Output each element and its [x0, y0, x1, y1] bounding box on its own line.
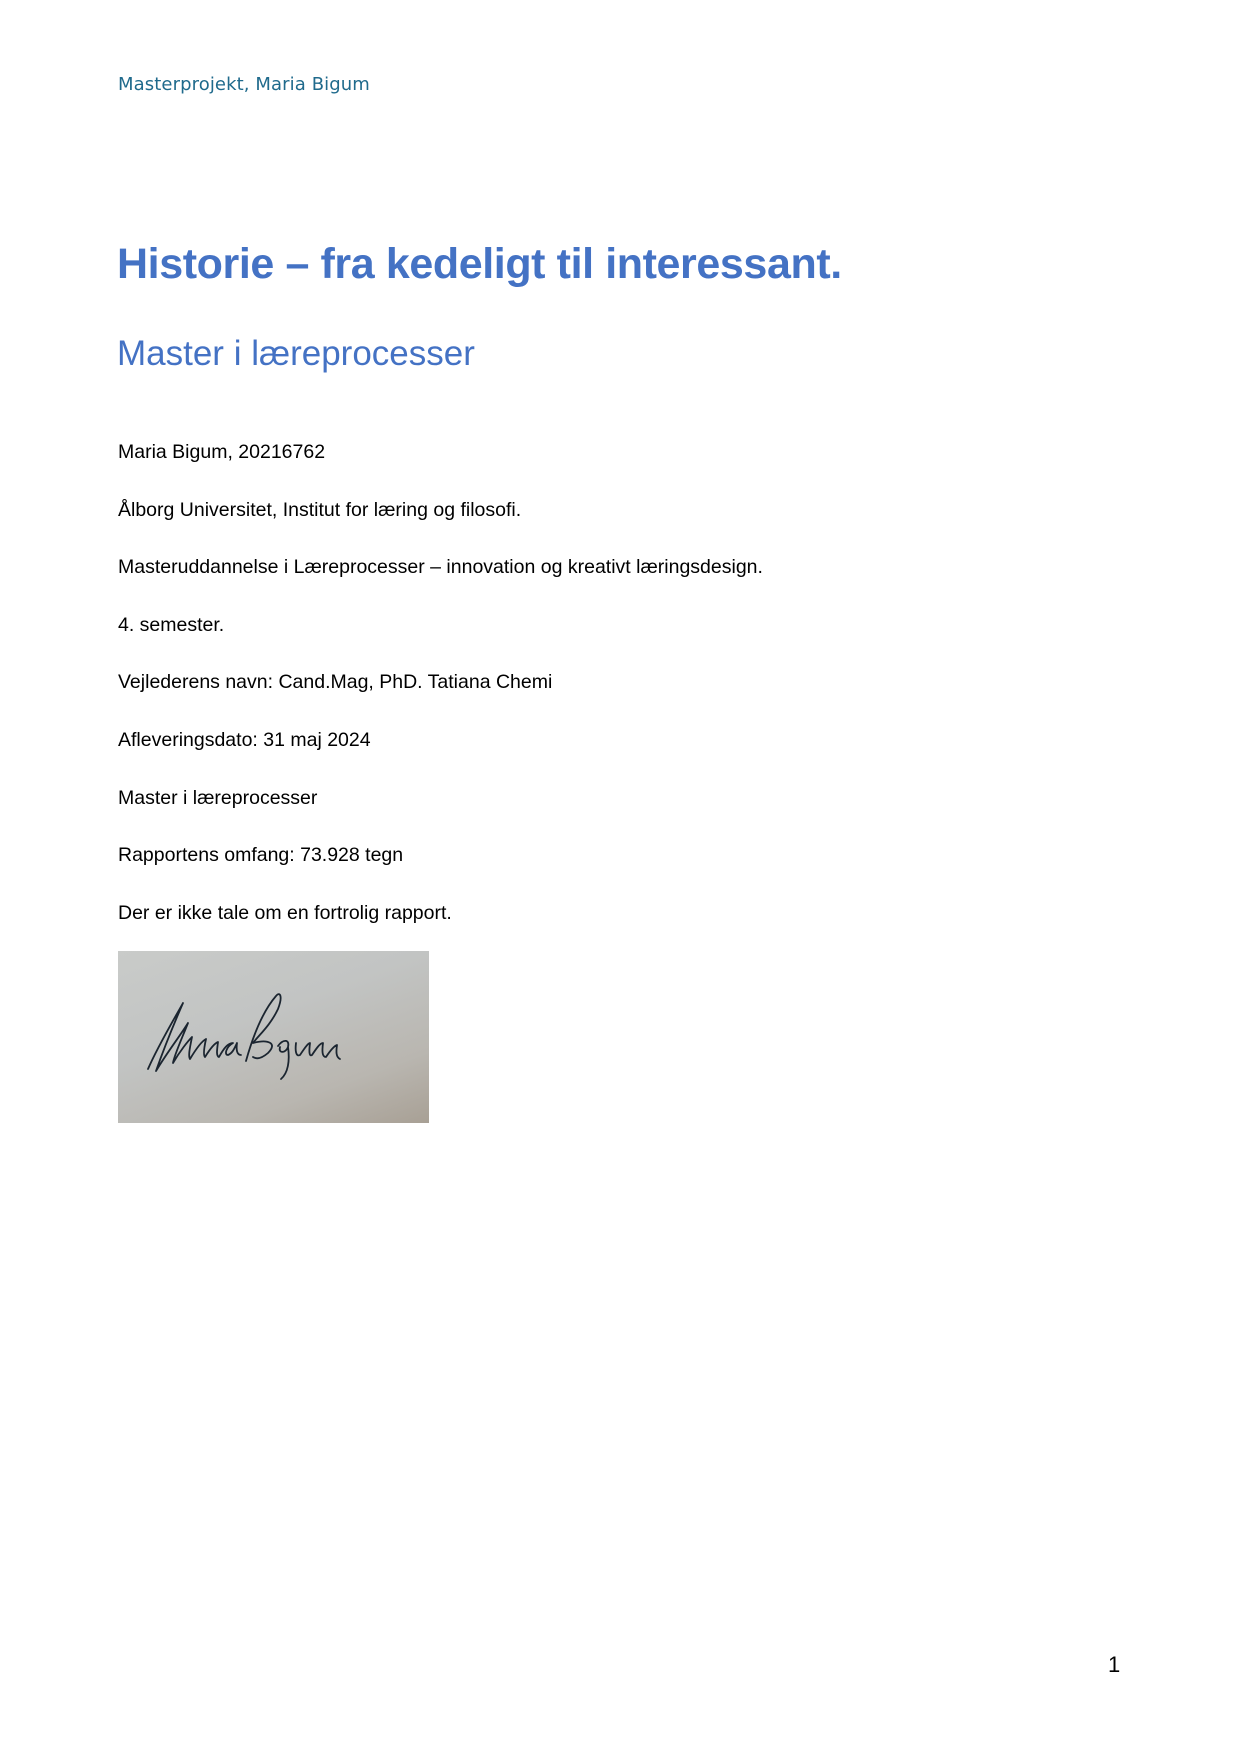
page-number: 1 [1108, 1652, 1121, 1677]
running-header: Masterprojekt, Maria Bigum [118, 74, 370, 95]
title-page-info [118, 440, 763, 958]
confidentiality-line: Der er ikke tale om en fortrolig rapport. [118, 901, 452, 924]
university-line: Ålborg Universitet, Institut for læring og filosofi. [118, 498, 522, 521]
degree-line: Master i læreprocesser [118, 786, 318, 809]
report-length-line: Rapportens omfang: 73.928 tegn [118, 844, 404, 867]
author-line: Maria Bigum, 20216762 [118, 441, 326, 463]
document-subtitle: Master i læreprocesser [117, 334, 475, 373]
signature-image [118, 951, 429, 1123]
supervisor-line: Vejlederens navn: Cand.Mag, PhD. Tatiana Chemi [118, 671, 553, 694]
due-date-line: Afleveringsdato: 31 maj 2024 [118, 728, 371, 751]
document-title: Historie – fra kedeligt til interessant. [117, 240, 842, 288]
semester-line: 4. semester. [118, 613, 225, 636]
program-line: Masteruddannelse i Læreprocesser – innovation og kreativt læringsdesign. [118, 556, 763, 579]
signature-icon [118, 951, 429, 1123]
